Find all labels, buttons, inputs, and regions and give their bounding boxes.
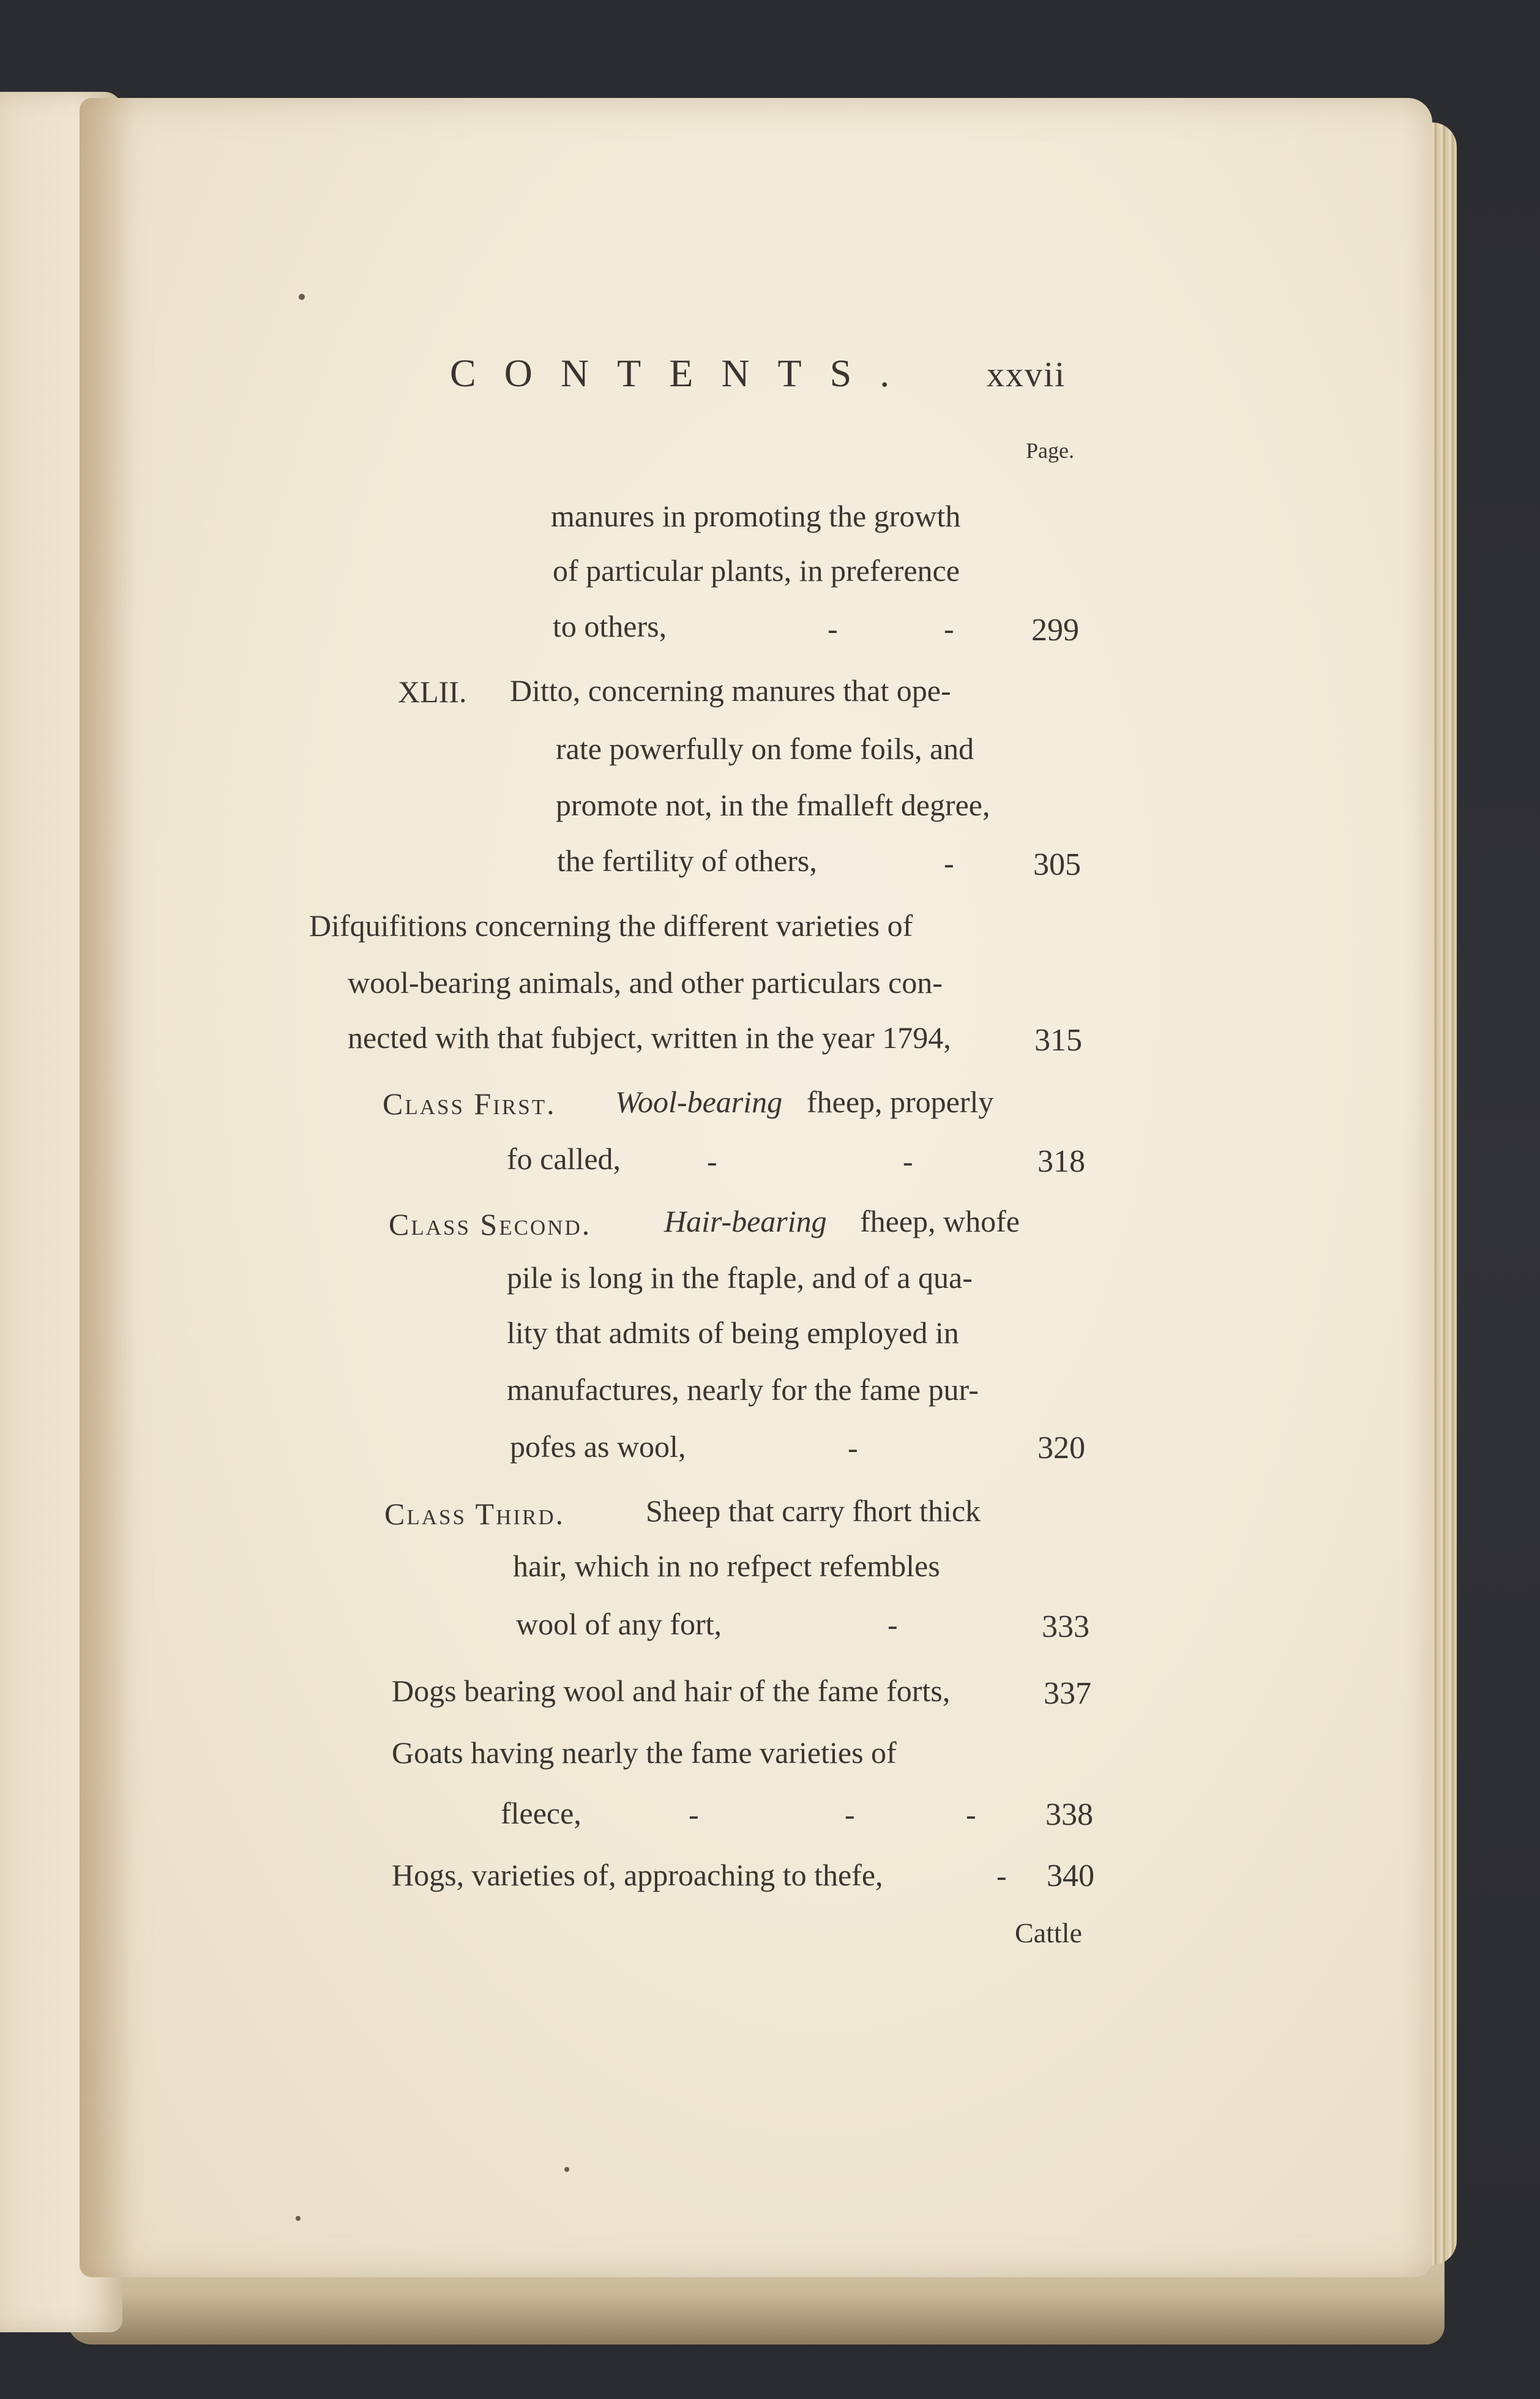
leader-dash: - — [828, 612, 838, 646]
leader-dash: - — [707, 1144, 717, 1178]
entry-page-number: 337 — [1044, 1676, 1091, 1711]
entry-line: wool of any fort, — [516, 1607, 722, 1641]
entry-page-number: 299 — [1031, 613, 1079, 648]
class-label: Class Second. — [389, 1207, 592, 1241]
page-column-label: Page. — [1026, 438, 1074, 463]
entry-line: Ditto, concerning manures that ope- — [510, 673, 951, 708]
entry-line: Hogs, varieties of, approaching to thefe, — [392, 1858, 883, 1892]
entry-line: fleece, — [501, 1796, 581, 1830]
entry-page-number: 315 — [1034, 1023, 1082, 1058]
entry-page-number: 305 — [1033, 847, 1081, 882]
leader-dash: - — [888, 1607, 898, 1642]
entry-number: XLII. — [398, 675, 467, 709]
paper-spot — [299, 294, 305, 300]
leader-dash: - — [848, 1431, 858, 1465]
catchword: Cattle — [1015, 1917, 1082, 1948]
entry-page-number: 340 — [1047, 1858, 1094, 1893]
entry-line: hair, which in no refpect refembles — [513, 1549, 940, 1583]
entry-line: Difquifitions concerning the different varieties of — [309, 908, 913, 943]
leader-dash: - — [966, 1797, 976, 1832]
leader-dash: - — [845, 1797, 855, 1832]
class-label: Class Third. — [384, 1497, 566, 1531]
entry-line: Sheep that carry fhort thick — [646, 1494, 981, 1528]
leader-dash: - — [903, 1144, 913, 1178]
entry-page-number: 338 — [1045, 1797, 1093, 1832]
leader-dash: - — [944, 612, 954, 646]
entry-line: Dogs bearing wool and hair of the fame forts, — [392, 1674, 951, 1708]
entry-line: of particular plants, in preference — [553, 553, 960, 588]
entry-line: manufactures, nearly for the fame pur- — [507, 1372, 979, 1407]
entry-line: manures in promoting the growth — [551, 499, 961, 533]
entry-line-italic: Hair-bearing — [664, 1204, 827, 1238]
running-title: CONTENTS. — [450, 351, 918, 395]
entry-page-number: 318 — [1037, 1144, 1085, 1179]
page-number: xxvii — [987, 354, 1066, 394]
entry-line: wool-bearing animals, and other particulars con- — [348, 965, 943, 1000]
entry-page-number: 320 — [1037, 1431, 1085, 1465]
book-page — [80, 98, 1432, 2277]
entry-line: nected with that fubject, written in the year 1794, — [348, 1020, 951, 1055]
entry-line: pofes as wool, — [510, 1429, 686, 1464]
entry-line: lity that admits of being employed in — [507, 1316, 959, 1350]
leader-dash: - — [689, 1797, 699, 1832]
gutter-shadow — [80, 98, 135, 2277]
leader-dash: - — [996, 1858, 1007, 1893]
entry-line: pile is long in the ftaple, and of a qua- — [507, 1260, 973, 1295]
entry-line: fheep, properly — [807, 1085, 994, 1119]
entry-page-number: 333 — [1042, 1609, 1090, 1644]
entry-line: fheep, whofe — [860, 1204, 1020, 1238]
entry-line: the fertility of others, — [557, 844, 817, 878]
entry-line: rate powerfully on fome foils, and — [556, 732, 974, 766]
leader-dash: - — [944, 846, 954, 880]
paper-spot — [564, 2167, 569, 2172]
entry-line: fo called, — [507, 1142, 621, 1176]
entry-line: Goats having nearly the fame varieties of — [392, 1735, 897, 1770]
entry-line: promote not, in the fmalleft degree, — [556, 788, 990, 822]
entry-line: to others, — [553, 609, 667, 643]
paper-spot — [296, 2216, 301, 2221]
entry-line-italic: Wool-bearing — [615, 1085, 783, 1119]
class-label: Class First. — [383, 1087, 556, 1121]
